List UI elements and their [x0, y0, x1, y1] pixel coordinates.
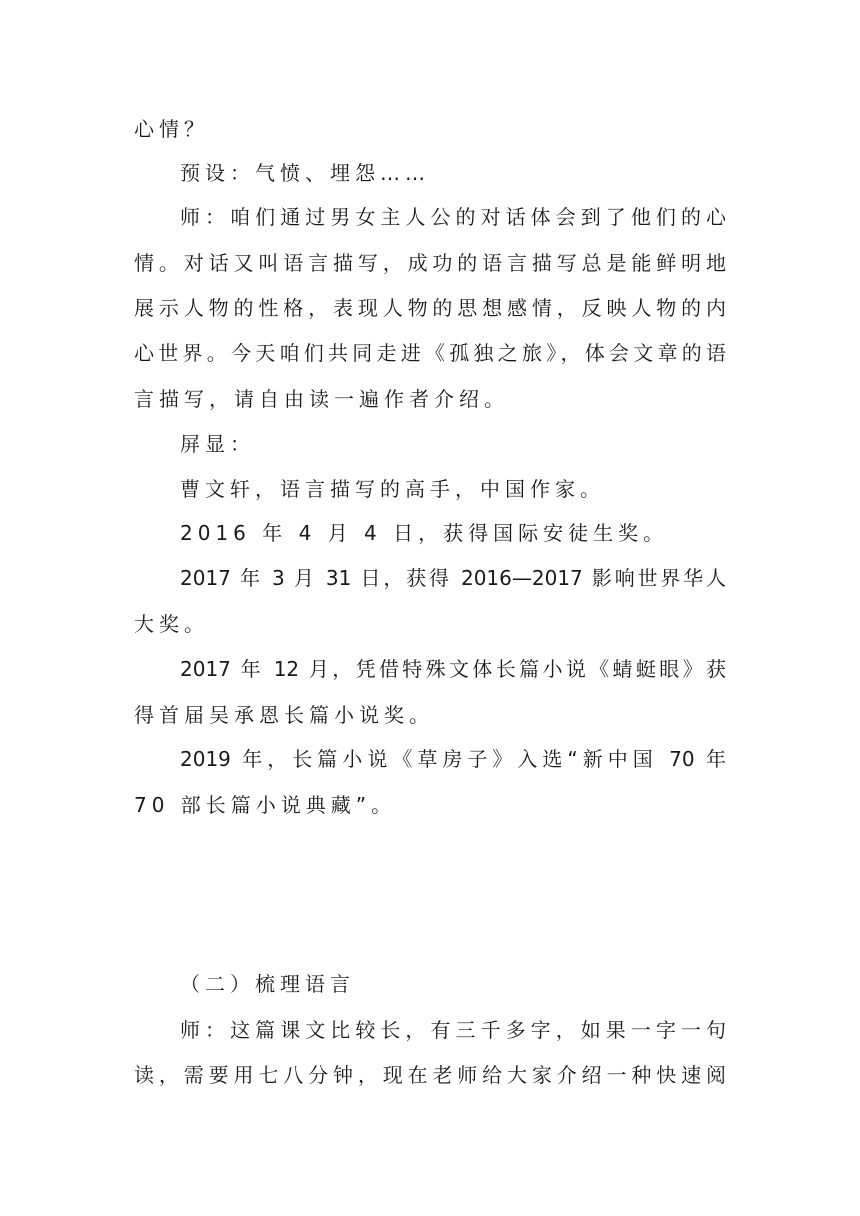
- text-line: 言描写，请自由读一遍作者介绍。: [134, 387, 509, 411]
- text-line: 曹文轩，语言描写的高手，中国作家。: [180, 477, 605, 501]
- text-line: 师：这篇课文比较长，有三千多字，如果一字一句: [180, 1018, 726, 1042]
- text-line: 读，需要用七八分钟，现在老师给大家介绍一种快速阅: [134, 1063, 726, 1087]
- text-line: 2019 年，长篇小说《草房子》入选“新中国 70 年: [180, 747, 726, 771]
- text-line: 心世界。今天咱们共同走进《孤独之旅》，体会文章的语: [134, 341, 726, 365]
- text-line: 预设：气愤、埋怨……: [180, 161, 430, 185]
- text-line: 屏显：: [180, 432, 255, 456]
- text-line: 得首届吴承恩长篇小说奖。: [134, 703, 434, 727]
- text-line: 70 部长篇小说典藏”。: [134, 793, 397, 817]
- section-heading: （二）梳理语言: [180, 972, 355, 996]
- text-line: 展示人物的性格，表现人物的思想感情，反映人物的内: [134, 296, 726, 320]
- text-line: 2017 年 3 月 31 日，获得 2016—2017 影响世界华人: [180, 566, 726, 590]
- text-line: 2016 年 4 月 4 日，获得国际安徒生奖。: [180, 521, 669, 545]
- text-line: 大奖。: [134, 612, 209, 636]
- text-line: 情。对话又叫语言描写，成功的语言描写总是能鲜明地: [134, 251, 726, 275]
- text-line: 心情？: [134, 117, 209, 141]
- text-line: 师：咱们通过男女主人公的对话体会到了他们的心: [180, 205, 726, 229]
- text-line: 2017 年 12 月，凭借特殊文体长篇小说《蜻蜓眼》获: [180, 657, 726, 681]
